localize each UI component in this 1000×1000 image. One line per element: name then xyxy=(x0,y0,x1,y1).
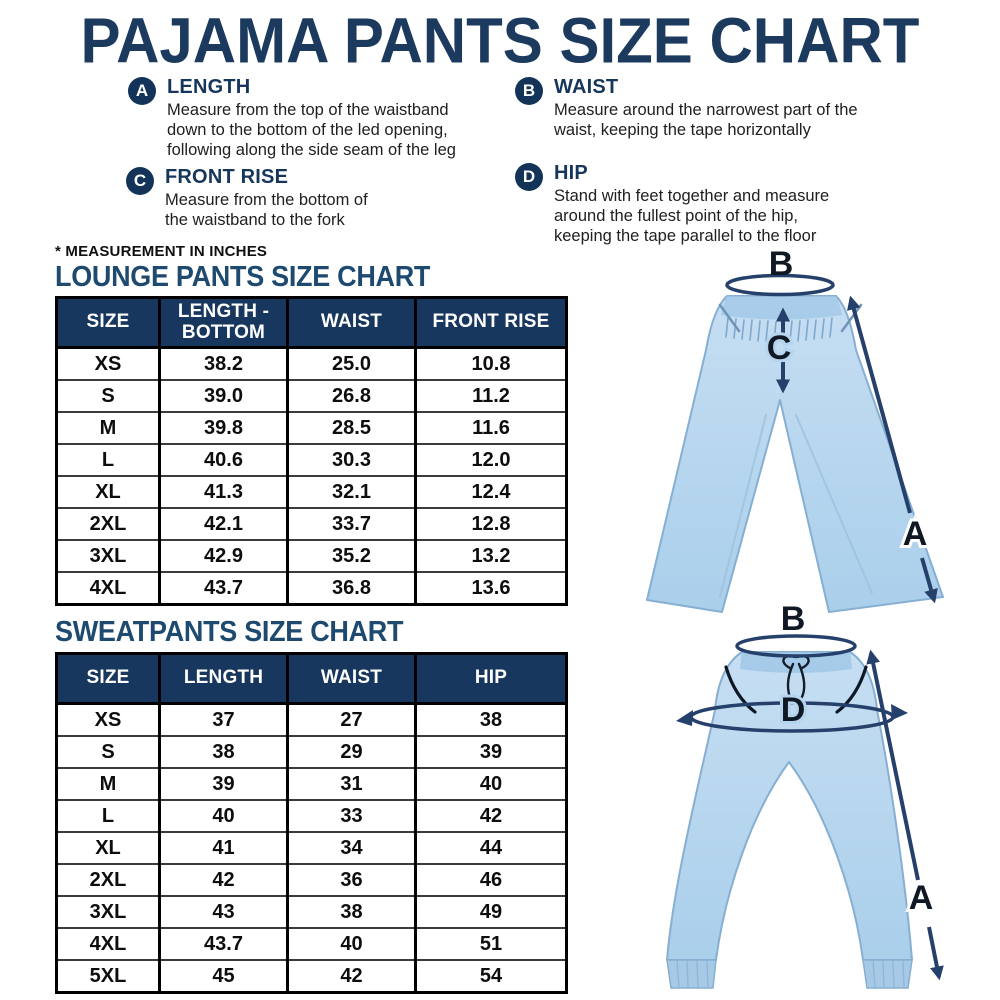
table-cell: 10.8 xyxy=(416,348,567,381)
table-row xyxy=(57,444,567,476)
lounge-size-table xyxy=(55,296,568,606)
label-front-rise-c: C xyxy=(766,329,792,367)
column-header: HIP xyxy=(416,654,567,704)
table-cell: 54 xyxy=(416,960,567,993)
table-cell: 12.8 xyxy=(416,508,567,540)
table-cell: XL xyxy=(57,832,160,864)
table-cell: 13.2 xyxy=(416,540,567,572)
table-row xyxy=(57,832,567,864)
hip-arrowhead-right xyxy=(891,704,908,720)
table-cell: 39 xyxy=(416,736,567,768)
letter-c-badge: C xyxy=(126,167,154,195)
column-header: SIZE xyxy=(57,654,160,704)
lounge-table-header-row xyxy=(57,298,567,348)
table-cell: 39.8 xyxy=(160,412,288,444)
table-cell: 26.8 xyxy=(288,380,416,412)
table-row xyxy=(57,960,567,993)
label-hip-d: D xyxy=(780,691,806,729)
table-cell: 43 xyxy=(160,896,288,928)
table-cell: 38 xyxy=(288,896,416,928)
table-row xyxy=(57,540,567,572)
table-cell: 5XL xyxy=(57,960,160,993)
measurement-desc-front-rise: Measure from the bottom of the waistband to the fork xyxy=(165,191,368,229)
table-cell: M xyxy=(57,412,160,444)
table-cell: 42 xyxy=(160,864,288,896)
table-cell: 31 xyxy=(288,768,416,800)
table-cell: 28.5 xyxy=(288,412,416,444)
table-cell: 40.6 xyxy=(160,444,288,476)
measurement-name-hip: HIP xyxy=(554,162,588,184)
table-row xyxy=(57,572,567,605)
table-cell: 4XL xyxy=(57,572,160,605)
lounge-table-title: LOUNGE PANTS SIZE CHART xyxy=(55,261,431,293)
column-header: WAIST xyxy=(288,298,416,348)
sweat-table-header-row xyxy=(57,654,567,704)
lounge-table-body xyxy=(57,348,567,605)
legend-text xyxy=(554,162,856,246)
label-length-a: A xyxy=(908,879,934,917)
table-cell: 33.7 xyxy=(288,508,416,540)
length-arrow-down xyxy=(929,927,939,977)
measurement-name-waist: WAIST xyxy=(554,76,619,98)
right-cuff xyxy=(863,960,912,988)
column-header: WAIST xyxy=(288,654,416,704)
table-cell: XS xyxy=(57,704,160,737)
table-cell: 34 xyxy=(288,832,416,864)
table-cell: 36 xyxy=(288,864,416,896)
legend-item-hip xyxy=(515,162,856,246)
legend-text xyxy=(554,76,869,140)
table-cell: 38 xyxy=(416,704,567,737)
legend-text xyxy=(165,166,390,230)
table-cell: 43.7 xyxy=(160,928,288,960)
table-cell: 11.2 xyxy=(416,380,567,412)
table-row xyxy=(57,704,567,737)
table-cell: 4XL xyxy=(57,928,160,960)
table-cell: 39.0 xyxy=(160,380,288,412)
table-cell: 41.3 xyxy=(160,476,288,508)
lounge-pants-shape xyxy=(647,296,943,612)
table-cell: XL xyxy=(57,476,160,508)
column-header: LENGTH xyxy=(160,654,288,704)
legend-text xyxy=(167,76,473,160)
table-cell: 41 xyxy=(160,832,288,864)
table-cell: 37 xyxy=(160,704,288,737)
table-cell: M xyxy=(57,768,160,800)
sweat-table-body xyxy=(57,704,567,993)
table-cell: 40 xyxy=(416,768,567,800)
table-cell: 29 xyxy=(288,736,416,768)
table-cell: 27 xyxy=(288,704,416,737)
hip-arrowhead-left xyxy=(676,710,693,726)
table-cell: 12.0 xyxy=(416,444,567,476)
column-header: FRONT RISE xyxy=(416,298,567,348)
table-cell: 36.8 xyxy=(288,572,416,605)
table-cell: 30.3 xyxy=(288,444,416,476)
sweatpants-illustration xyxy=(640,597,960,997)
table-cell: S xyxy=(57,380,160,412)
sweatpants-size-table xyxy=(55,652,568,994)
table-cell: 38 xyxy=(160,736,288,768)
table-cell: 44 xyxy=(416,832,567,864)
legend-item-length xyxy=(128,76,473,160)
table-cell: 49 xyxy=(416,896,567,928)
table-row xyxy=(57,412,567,444)
units-note: * MEASUREMENT IN INCHES xyxy=(55,243,268,260)
table-cell: 42.1 xyxy=(160,508,288,540)
table-row xyxy=(57,896,567,928)
table-row xyxy=(57,380,567,412)
table-row xyxy=(57,508,567,540)
sweat-table-title: SWEATPANTS SIZE CHART xyxy=(55,616,404,648)
column-header: SIZE xyxy=(57,298,160,348)
letter-d-badge: D xyxy=(515,163,543,191)
measurement-desc-hip: Stand with feet together and measure around the fullest point of the hip, keeping the tape parallel to the floor xyxy=(554,187,830,245)
left-cuff xyxy=(667,960,716,988)
table-cell: 35.2 xyxy=(288,540,416,572)
measurement-name-length: LENGTH xyxy=(167,76,251,98)
table-cell: 12.4 xyxy=(416,476,567,508)
page-title: PAJAMA PANTS SIZE CHART xyxy=(80,5,920,77)
table-cell: 25.0 xyxy=(288,348,416,381)
measurement-name-front-rise: FRONT RISE xyxy=(165,166,289,188)
table-cell: 42 xyxy=(288,960,416,993)
table-row xyxy=(57,768,567,800)
table-cell: XS xyxy=(57,348,160,381)
letter-a-badge: A xyxy=(128,77,156,105)
table-cell: 51 xyxy=(416,928,567,960)
table-cell: 11.6 xyxy=(416,412,567,444)
label-length-a: A xyxy=(902,515,928,553)
table-row xyxy=(57,736,567,768)
table-row xyxy=(57,800,567,832)
table-row xyxy=(57,864,567,896)
label-waist-b: B xyxy=(780,600,806,638)
table-cell: 45 xyxy=(160,960,288,993)
table-cell: 43.7 xyxy=(160,572,288,605)
table-row xyxy=(57,928,567,960)
table-cell: 40 xyxy=(160,800,288,832)
table-cell: 2XL xyxy=(57,508,160,540)
measurement-desc-waist: Measure around the narrowest part of the waist, keeping the tape horizontally xyxy=(554,101,858,139)
table-cell: 42 xyxy=(416,800,567,832)
table-cell: L xyxy=(57,444,160,476)
legend-item-front-rise xyxy=(126,166,390,230)
table-cell: 46 xyxy=(416,864,567,896)
table-cell: S xyxy=(57,736,160,768)
column-header: LENGTH - BOTTOM xyxy=(160,298,288,348)
table-cell: 33 xyxy=(288,800,416,832)
table-cell: L xyxy=(57,800,160,832)
table-cell: 32.1 xyxy=(288,476,416,508)
legend-item-waist xyxy=(515,76,869,140)
table-cell: 40 xyxy=(288,928,416,960)
label-waist-b: B xyxy=(768,245,794,283)
table-cell: 2XL xyxy=(57,864,160,896)
lounge-pants-illustration xyxy=(620,245,965,625)
letter-b-badge: B xyxy=(515,77,543,105)
table-cell: 13.6 xyxy=(416,572,567,605)
table-cell: 38.2 xyxy=(160,348,288,381)
table-cell: 3XL xyxy=(57,540,160,572)
table-row xyxy=(57,476,567,508)
table-cell: 39 xyxy=(160,768,288,800)
measurement-desc-length: Measure from the top of the waistband down to the bottom of the led opening, following along the side seam of the leg xyxy=(167,101,456,159)
table-row xyxy=(57,348,567,381)
table-cell: 3XL xyxy=(57,896,160,928)
table-cell: 42.9 xyxy=(160,540,288,572)
